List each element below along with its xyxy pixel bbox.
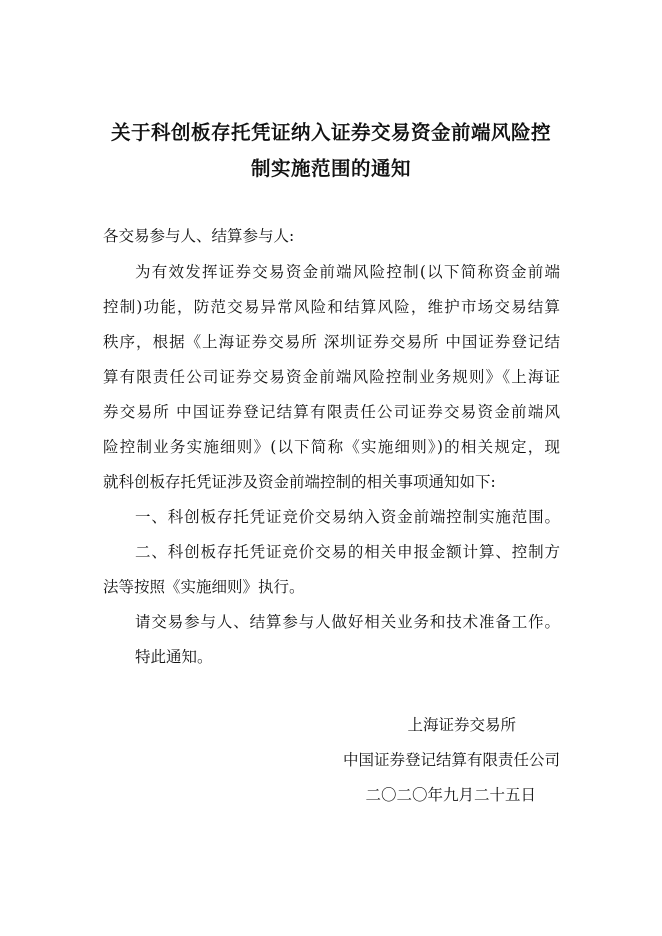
- document-title-line-2: 制实施范围的通知: [250, 157, 411, 180]
- paragraph-1-line-7: 就科创板存托凭证涉及资金前端控制的相关事项通知如下:: [103, 473, 496, 491]
- paragraph-1-line-1: 为有效发挥证券交易资金前端风险控制(以下简称资金前端: [135, 263, 560, 281]
- request-paragraph: 请交易参与人、结算参与人做好相关业务和技术准备工作。: [135, 613, 560, 631]
- item-1: 一、科创板存托凭证竞价交易纳入资金前端控制实施范围。: [135, 508, 560, 526]
- paragraph-1-line-6: 险控制业务实施细则》(以下简称《实施细则》)的相关规定，现: [103, 438, 560, 456]
- signature-org-csdc: 中国证券登记结算有限责任公司: [342, 751, 560, 769]
- salutation: 各交易参与人、结算参与人:: [103, 227, 295, 245]
- document-title-line-1: 关于科创板存托凭证纳入证券交易资金前端风险控: [110, 121, 551, 144]
- item-2-line-1: 二、科创板存托凭证竞价交易的相关申报金额计算、控制方: [135, 543, 560, 561]
- paragraph-1-line-5: 券交易所 中国证券登记结算有限责任公司证券交易资金前端风: [103, 403, 560, 421]
- closing-text: 特此通知。: [135, 648, 213, 666]
- paragraph-1-line-3: 秩序，根据《上海证券交易所 深圳证券交易所 中国证券登记结: [103, 333, 560, 351]
- item-2-line-2: 法等按照《实施细则》执行。: [103, 578, 305, 596]
- paragraph-1-line-4: 算有限责任公司证券交易资金前端风险控制业务规则》《上海证: [103, 368, 560, 386]
- signature-org-sse: 上海证券交易所: [407, 716, 516, 734]
- signature-date: 二〇二〇年九月二十五日: [365, 786, 536, 804]
- paragraph-1-line-2: 控制)功能，防范交易异常风险和结算风险，维护市场交易结算: [103, 298, 560, 316]
